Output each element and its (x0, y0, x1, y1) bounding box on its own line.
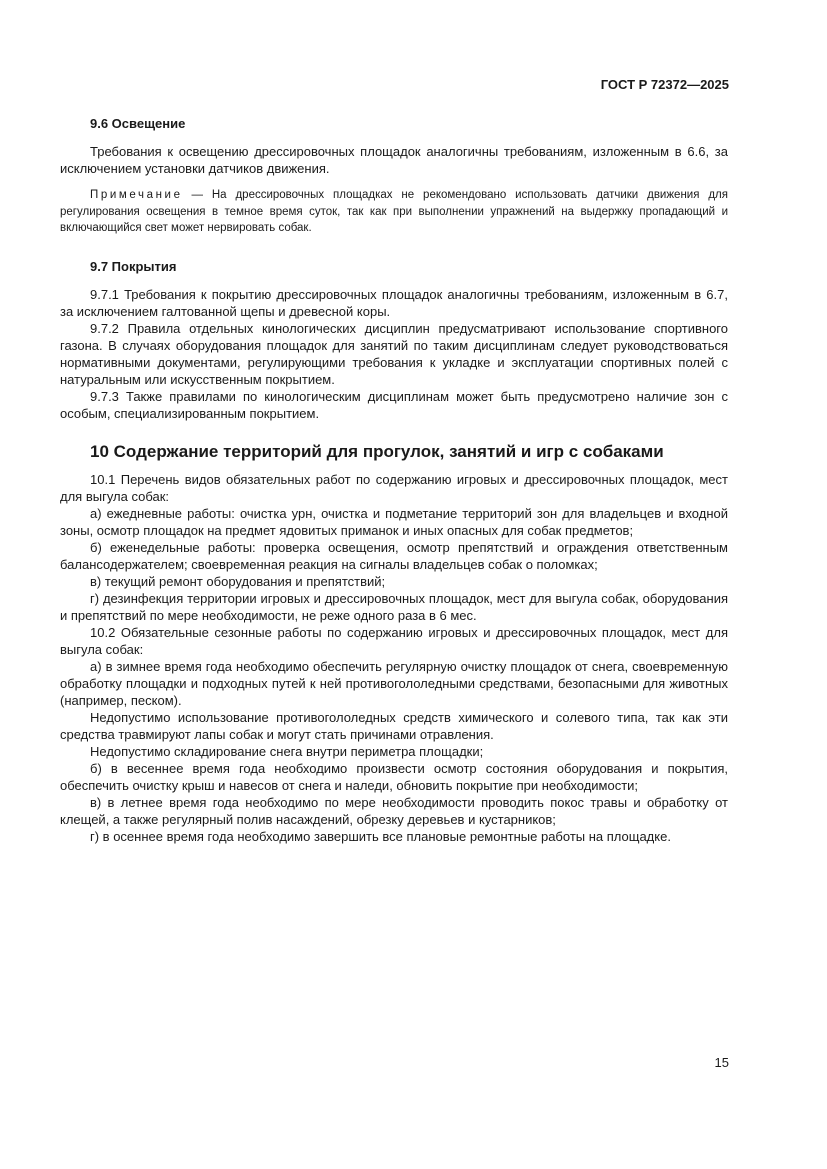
paragraph: 10.1 Перечень видов обязательных работ по содержанию игровых и дрессировочных площадок, мест для выгула собак: (60, 471, 728, 504)
paragraph: 9.7.3 Также правилами по кинологическим дисциплинам может быть предусмотрено наличие зон с особым, специализированным покрытием. (60, 388, 728, 421)
list-item: в) в летнее время года необходимо по мере необходимости проводить покос травы и обработку от клещей, а также регулярный полив насаждений, обрезку деревьев и кустарников; (60, 794, 728, 827)
list-item: г) в осеннее время года необходимо завершить все плановые ремонтные работы на площадке. (90, 828, 671, 844)
list-item: в) текущий ремонт оборудования и препятствий; (90, 573, 386, 589)
section-9-7-title: 9.7 Покрытия (90, 258, 177, 274)
list-item: а) в зимнее время года необходимо обеспечить регулярную очистку площадок от снега, своевременную обработку площадки и подходных путей к ней противогололедными средствами, безопасными для животных (например, песком). (60, 658, 728, 708)
list-item: б) еженедельные работы: проверка освещения, осмотр препятствий и ограждения ответственным балансодержателем; своевременная реакция на сигналы владельцев собак о поломках; (60, 539, 728, 572)
paragraph: 10.2 Обязательные сезонные работы по содержанию игровых и дрессировочных площадок, мест для выгула собак: (60, 624, 728, 657)
note (60, 187, 728, 237)
paragraph: Недопустимо использование противогололедных средств химического и солевого типа, так как эти средства травмируют лапы собак и могут стать причинами отравления. (60, 709, 728, 742)
list-item: г) дезинфекция территории игровых и дрессировочных площадок, мест для выгула собак, оборудования и препятствий по мере необходимости, не реже одного раза в 6 мес. (60, 590, 728, 623)
note-text: — На дрессировочных площадках не рекомендовано использовать датчики движения для регулирования освещения в темное время суток, так как при выполнении упражнений на выдержку пропадающий и включающийся свет может нервировать собак. (60, 189, 728, 234)
paragraph: Недопустимо складирование снега внутри периметра площадки; (90, 743, 484, 759)
note-label: Примечание (90, 189, 183, 201)
section-9-6-title: 9.6 Освещение (90, 116, 186, 131)
paragraph: 9.7.1 Требования к покрытию дрессировочных площадок аналогичны требованиям, изложенным в 6.7, за исключением галтованной щепы и древесной коры. (60, 286, 728, 319)
list-item: а) ежедневные работы: очистка урн, очистка и подметание территорий зон для владельцев и входной зоны, осмотр площадок на предмет ядовитых приманок и иных опасных для собак предметов; (60, 505, 728, 538)
document-id: ГОСТ Р 72372—2025 (600, 77, 729, 92)
section-10-title: 10 Содержание территорий для прогулок, занятий и игр с собаками (90, 441, 664, 461)
list-item: б) в весеннее время года необходимо произвести осмотр состояния оборудования и покрытия, обеспечить очистку крыш и навесов от снега и наледи, обновить покрытие при необходимости; (60, 760, 728, 793)
page-content (60, 116, 728, 845)
page-number: 15 (714, 1055, 729, 1070)
paragraph: 9.7.2 Правила отдельных кинологических дисциплин предусматривают использование спортивного газона. В случаях оборудования площадок для занятий по таким дисциплинам следует руководствоваться нормативными документами, регулирующими требования к укладке и эксплуатации спортивных полей с натуральным или искусственным покрытием. (60, 320, 728, 387)
paragraph: Требования к освещению дрессировочных площадок аналогичны требованиям, изложенным в 6.6, за исключением установки датчиков движения. (60, 144, 728, 176)
